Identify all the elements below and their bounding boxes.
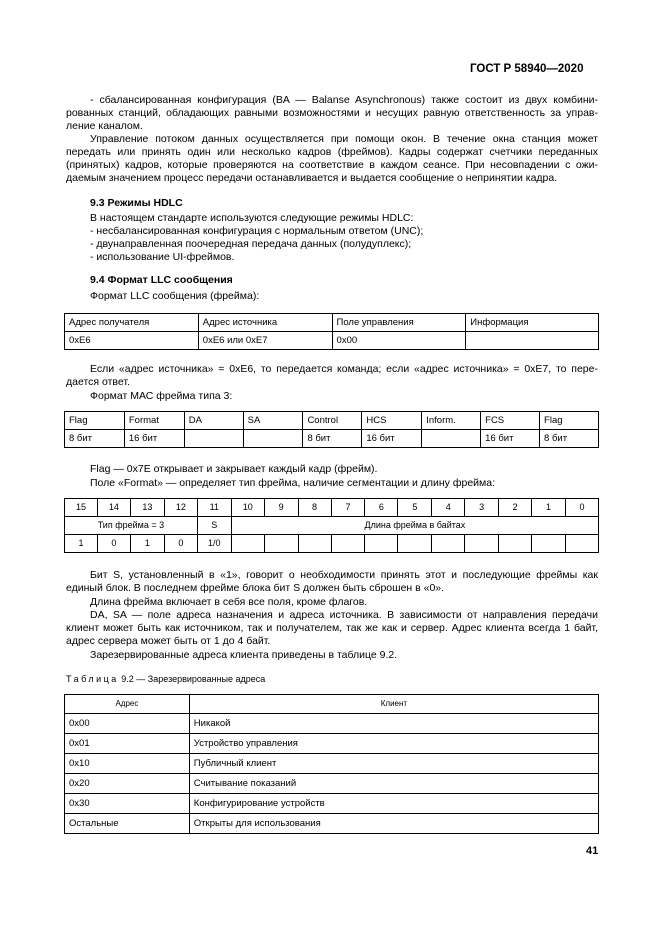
table-header-cell: Адрес xyxy=(65,695,190,714)
paragraph-mac-format: Формат МАС фрейма типа 3: xyxy=(90,390,233,402)
paragraph-source-address: Если «адрес источника» = 0xE6, то передается команда; если «адрес источника» = 0xE7, то передается ответ. xyxy=(66,363,598,388)
paragraph-flag: Flag — 0x7E открывает и закрывает каждый кадр (фрейм). xyxy=(90,463,378,475)
bit-number-cell: 15 xyxy=(65,499,98,517)
paragraph-bit-s: Бит S, установленный в «1», говорит о необходимости принять этот и последующие фреймы как единый блок. В последнем фрейме блока бит S должен быть сброшен в «0». xyxy=(66,569,598,594)
client-cell: Публичный клиент xyxy=(189,754,598,774)
bit-value-cell: 1/0 xyxy=(197,535,231,553)
table-header-cell: Control xyxy=(303,412,362,430)
table-header-cell: Информация xyxy=(466,314,599,332)
table-header-cell: SA xyxy=(243,412,303,430)
frame-length-cell: Длина фрейма в байтах xyxy=(231,517,598,535)
table-row xyxy=(65,814,599,834)
bit-number-cell: 10 xyxy=(231,499,264,517)
table-cell: 16 бит xyxy=(362,430,422,448)
table-row xyxy=(65,714,599,734)
address-cell: Остальные xyxy=(65,814,190,834)
client-cell: Никакой xyxy=(189,714,598,734)
table-cell: 0x00 xyxy=(332,332,466,350)
bit-value-cell xyxy=(231,535,264,553)
mode-item-1: - несбалансированная конфигурация с нормальным ответом (UNC); xyxy=(90,225,424,237)
table-cell xyxy=(466,332,599,350)
bit-value-cell xyxy=(465,535,499,553)
bit-value-cell xyxy=(532,535,566,553)
table-cell: 0xE6 или 0xE7 xyxy=(198,332,332,350)
paragraph-flow-control: Управление потоком данных осуществляется при помощи окон. В течение окна станция может передать или принять один или несколько кадров (фреймов). Кадры содержат счетчики переданных (принятых) кадров, которые проверяются на соответствие в каждом сеансе. При несовпадении с ожидаемым значением процесс передачи останавливается и выдается сообщение о непринятии кадра. xyxy=(66,133,598,184)
address-cell: 0x30 xyxy=(65,794,190,814)
format-field-table xyxy=(64,498,599,553)
table-header-cell: Поле управления xyxy=(332,314,466,332)
table-row xyxy=(65,794,599,814)
bit-value-cell xyxy=(365,535,398,553)
mac-frame-table xyxy=(64,411,599,448)
bit-value-cell: 0 xyxy=(97,535,130,553)
bit-number-cell: 13 xyxy=(130,499,164,517)
bit-value-cell xyxy=(264,535,298,553)
table-cell xyxy=(243,430,303,448)
table-header-cell: Клиент xyxy=(189,695,598,714)
table-caption xyxy=(66,674,265,684)
paragraph-da-sa: DA, SA — поле адреса назначения и адреса источника. В зависимости от направления передачи клиент может быть как источником, так и получателем, так же как и сервер. Адрес клиента всегда 1 байт, адрес сервера может быть от 1 до 4 байт. xyxy=(66,609,598,647)
bit-number-cell: 1 xyxy=(532,499,566,517)
table-header-cell: HCS xyxy=(362,412,422,430)
bit-number-cell: 12 xyxy=(164,499,197,517)
segment-bit-cell: S xyxy=(197,517,231,535)
document-code: ГОСТ Р 58940—2020 xyxy=(470,63,584,75)
bit-number-cell: 6 xyxy=(365,499,398,517)
bit-value-cell xyxy=(298,535,331,553)
bit-number-cell: 2 xyxy=(499,499,532,517)
table-row xyxy=(65,695,599,714)
table-row xyxy=(65,517,599,535)
frame-type-cell: Тип фрейма = 3 xyxy=(65,517,198,535)
table-caption-title: 9.2 — Зарезервированные адреса xyxy=(118,674,266,684)
bit-value-cell xyxy=(331,535,365,553)
table-row xyxy=(65,535,599,553)
table-cell xyxy=(422,430,481,448)
bit-value-cell xyxy=(398,535,432,553)
paragraph-frame-length: Длина фрейма включает в себя все поля, кроме флагов. xyxy=(90,596,368,608)
table-row xyxy=(65,314,599,332)
bit-number-cell: 0 xyxy=(565,499,598,517)
bit-number-cell: 11 xyxy=(197,499,231,517)
bit-value-cell xyxy=(565,535,598,553)
mode-item-3: - использование UI-фреймов. xyxy=(90,251,235,263)
address-cell: 0x00 xyxy=(65,714,190,734)
bit-value-cell: 1 xyxy=(65,535,98,553)
table-row xyxy=(65,430,599,448)
address-cell: 0x01 xyxy=(65,734,190,754)
bit-number-cell: 4 xyxy=(432,499,465,517)
table-cell xyxy=(184,430,243,448)
llc-format-table xyxy=(64,313,599,350)
table-row xyxy=(65,499,599,517)
table-header-cell: FCS xyxy=(481,412,540,430)
client-cell: Считывание показаний xyxy=(189,774,598,794)
reserved-addresses-table xyxy=(64,694,599,834)
table-row xyxy=(65,754,599,774)
bit-number-cell: 9 xyxy=(264,499,298,517)
paragraph-llc-format: Формат LLC сообщения (фрейма): xyxy=(90,290,260,302)
client-cell: Устройство управления xyxy=(189,734,598,754)
bit-number-cell: 14 xyxy=(97,499,130,517)
table-row xyxy=(65,412,599,430)
address-cell: 0x10 xyxy=(65,754,190,774)
table-header-cell: Адрес получателя xyxy=(65,314,199,332)
table-row xyxy=(65,734,599,754)
bit-value-cell xyxy=(432,535,465,553)
table-cell: 0xE6 xyxy=(65,332,199,350)
paragraph-ba-config: - сбалансированная конфигурация (BA — Balanse Asynchronous) также состоит из двух комбинированных станций, обладающих равными возможностями и несущих равную ответственность за управление каналом. xyxy=(66,94,598,132)
client-cell: Конфигурирование устройств xyxy=(189,794,598,814)
mode-item-2: - двунаправленная поочередная передача данных (полудуплекс); xyxy=(90,238,412,250)
table-cell: 16 бит xyxy=(124,430,184,448)
bit-number-cell: 3 xyxy=(465,499,499,517)
table-header-cell: Inform. xyxy=(422,412,481,430)
table-cell: 8 бит xyxy=(540,430,599,448)
bit-value-cell: 0 xyxy=(164,535,197,553)
table-row xyxy=(65,332,599,350)
bit-number-cell: 7 xyxy=(331,499,365,517)
bit-value-cell: 1 xyxy=(130,535,164,553)
page-number: 41 xyxy=(586,845,599,857)
address-cell: 0x20 xyxy=(65,774,190,794)
table-header-cell: Format xyxy=(124,412,184,430)
bit-number-cell: 8 xyxy=(298,499,331,517)
table-cell: 8 бит xyxy=(65,430,125,448)
table-header-cell: Flag xyxy=(65,412,125,430)
table-cell: 8 бит xyxy=(303,430,362,448)
heading-9-3: 9.3 Режимы HDLC xyxy=(90,197,183,209)
table-caption-label: Таблица xyxy=(66,674,119,684)
paragraph-format-field: Поле «Format» — определяет тип фрейма, наличие сегментации и длину фрейма: xyxy=(90,477,495,489)
client-cell: Открыты для использования xyxy=(189,814,598,834)
table-cell: 16 бит xyxy=(481,430,540,448)
paragraph-reserved-ref: Зарезервированные адреса клиента приведены в таблице 9.2. xyxy=(90,649,398,661)
table-header-cell: Адрес источника xyxy=(198,314,332,332)
bit-number-cell: 5 xyxy=(398,499,432,517)
paragraph-modes-intro: В настоящем стандарте используются следующие режимы HDLC: xyxy=(90,212,414,224)
table-row xyxy=(65,774,599,794)
table-header-cell: Flag xyxy=(540,412,599,430)
table-header-cell: DA xyxy=(184,412,243,430)
heading-9-4: 9.4 Формат LLC сообщения xyxy=(90,274,233,286)
bit-value-cell xyxy=(499,535,532,553)
